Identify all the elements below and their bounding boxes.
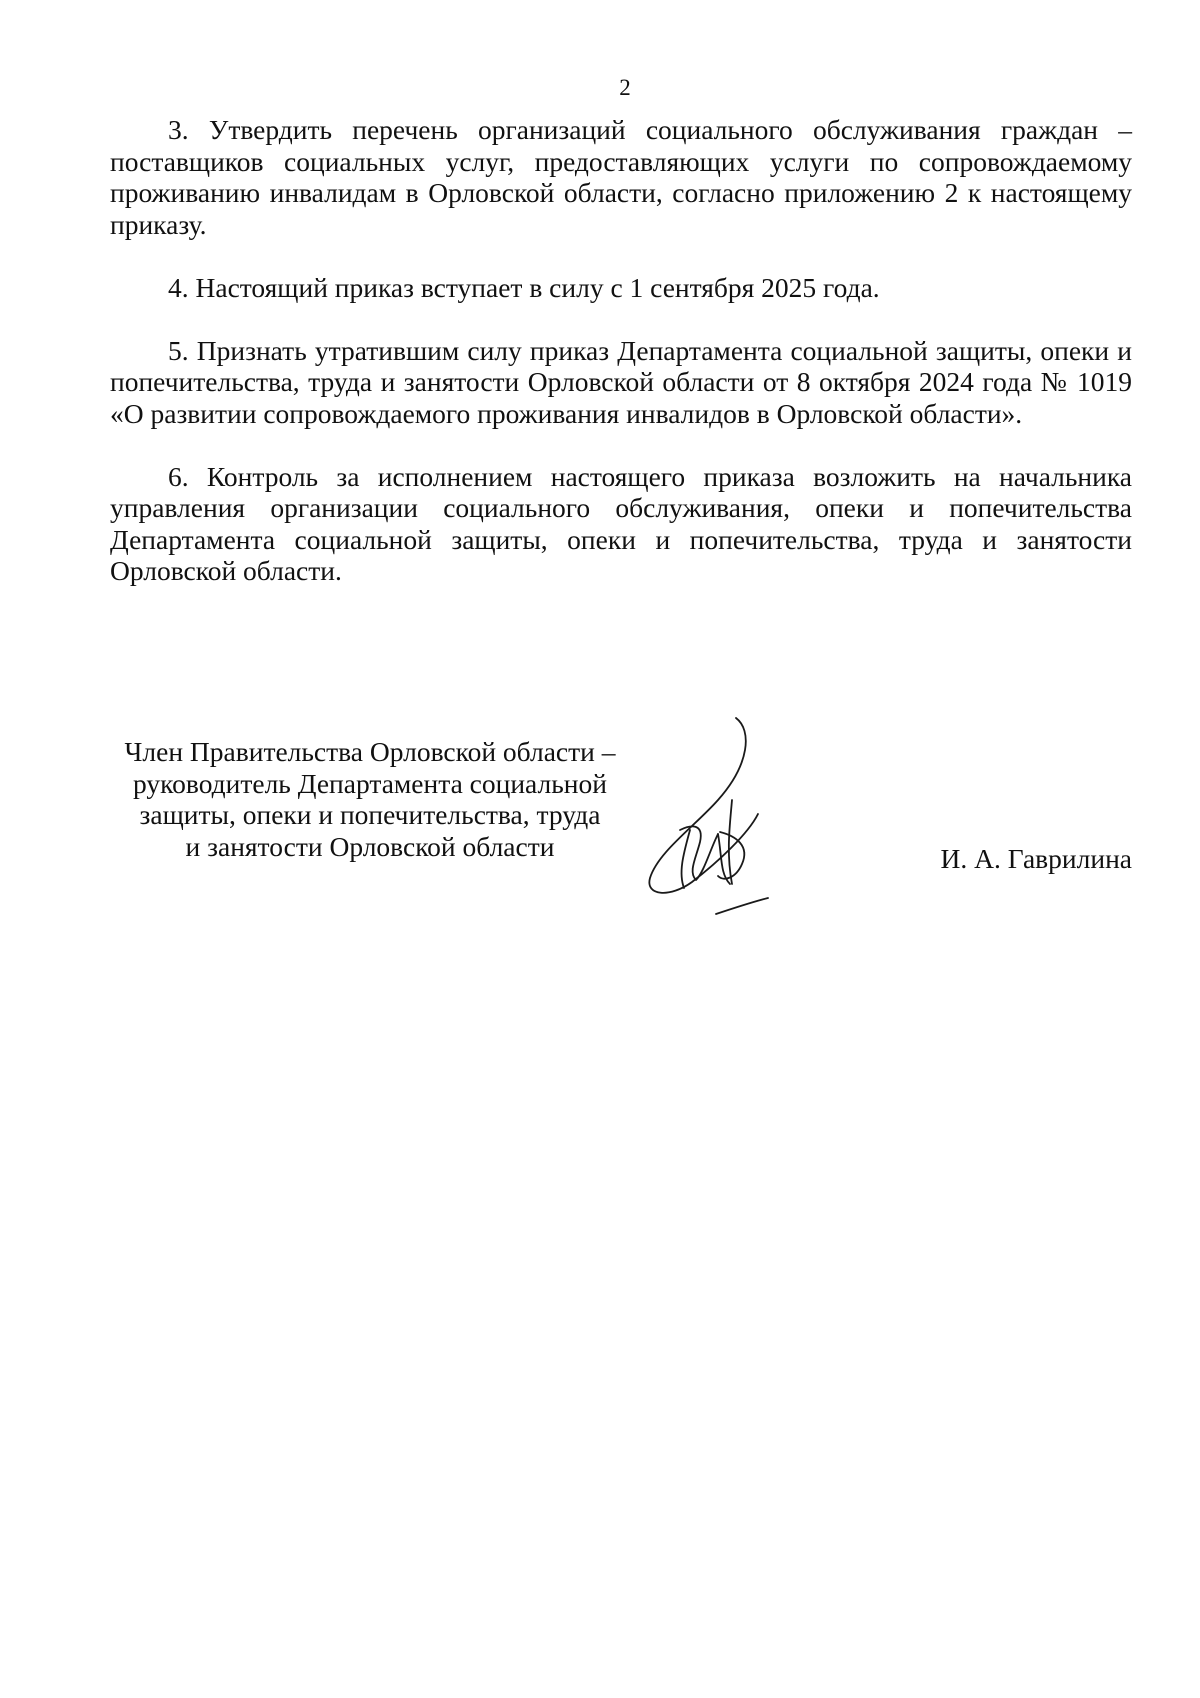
position-line: Член Правительства Орловской области – [124, 736, 616, 767]
paragraph-4: 4. Настоящий приказ вступает в силу с 1 сентября 2025 года. [168, 271, 880, 303]
signatory-position [100, 736, 640, 862]
position-line: защиты, опеки и попечительства, труда [139, 799, 601, 830]
document-body [110, 114, 1132, 618]
signatory-name: И. А. Гаврилина [940, 843, 1132, 874]
handwritten-signature [640, 712, 800, 922]
paragraph-5: 5. Признать утратившим силу приказ Департамента социальной защиты, опеки и попечительства, труда и занятости Орловской области от 8 октября 2024 года № 1019 «О развитии сопровождаемого проживания инвалидов в Орловской области». [110, 334, 1132, 429]
position-line: руководитель Департамента социальной [133, 767, 607, 799]
page-number: 2 [619, 75, 631, 100]
paragraph-3: 3. Утвердить перечень организаций социального обслуживания граждан – поставщиков социальных услуг, предоставляющих услуги по сопровождаемому проживанию инвалидам в Орловской области, согласно приложению 2 к настоящему приказу. [110, 114, 1132, 240]
paragraph-6: 6. Контроль за исполнением настоящего приказа возложить на начальника управления организации социального обслуживания, опеки и попечительства Департамента социальной защиты, опеки и попечительства, труда и занятости Орловской области. [110, 460, 1132, 586]
position-line: и занятости Орловской области [185, 830, 555, 862]
